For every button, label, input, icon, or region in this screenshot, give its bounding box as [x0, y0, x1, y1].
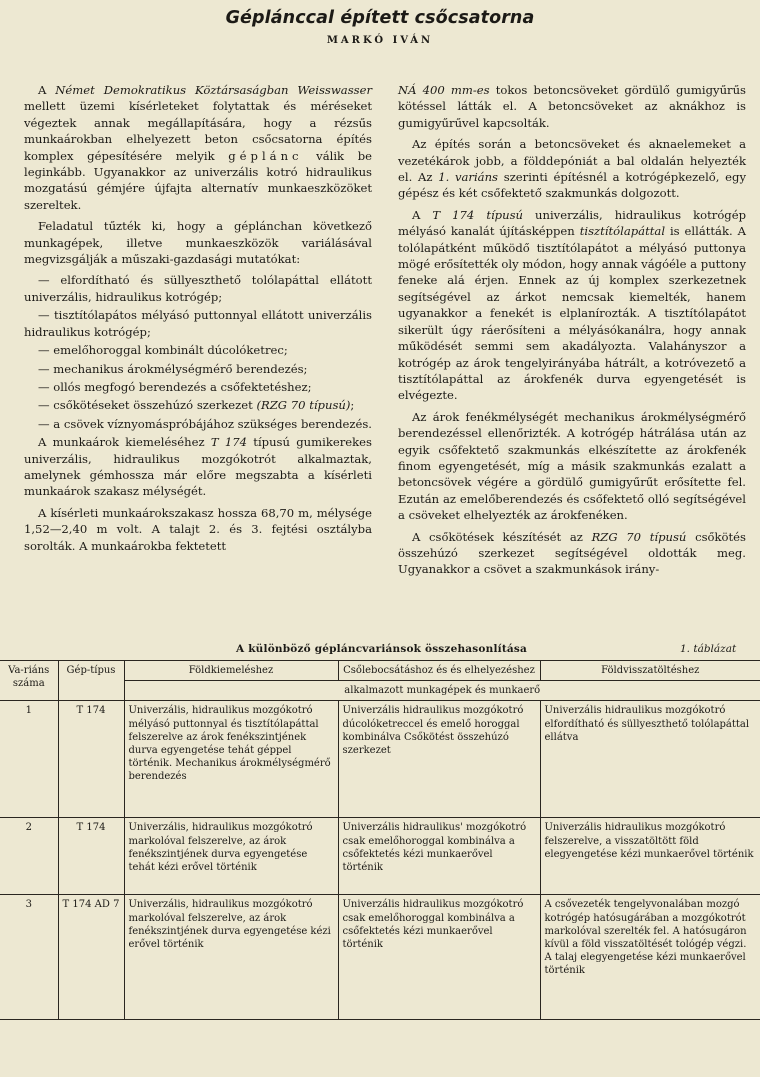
italic-text: Német Demokratikus Köztársaságban Weisswasser [55, 83, 372, 97]
text: — csőkötéseket összehúzó szerkezet [38, 398, 257, 413]
cell-col2: Univerzális hidraulikus mozgókotró csak emelőhoroggal kombinálva a csőfektetés kézi munkaerővel történik [338, 895, 540, 1020]
header-machine: Gép-típus [58, 661, 124, 701]
right-column [398, 82, 746, 583]
cell-machine: T 174 [58, 818, 124, 895]
author-name: MARKÓ IVÁN [326, 35, 434, 46]
cell-col1: Univerzális, hidraulikus mozgókotró markolóval felszerelve, az árok fenékszintjének durva egyengetése tehát kézi erővel történik [124, 818, 338, 895]
text: típusú gumikerekes univerzális, hidraulikus mozgókotrót alkalmaztak, amelynek gémhossza már előre megszabta a kísérleti munkaárok szakasz mélységét. [24, 435, 372, 499]
paragraph [24, 434, 372, 500]
text: Az építés során a betoncsöveket és aknaelemeket a vezetékárok jobb, a földdepóniát a bal oldalán helyezték el. Az [398, 137, 746, 185]
table-number: 1. táblázat [680, 643, 737, 655]
text: tokos betoncsöveket gördülő gumigyűrűs kötéssel látták el. A betoncsöveket az aknákhoz is gumigyűrűvel kapcsolták. [398, 83, 746, 130]
italic-text: 1. variáns [438, 170, 499, 185]
comparison-table [0, 660, 760, 1020]
text: A csőkötések készítését az [412, 529, 592, 544]
article-title: Géplánccal épített csőcsatorna [225, 8, 535, 28]
cell-variant: 2 [0, 818, 58, 895]
text: A [38, 83, 56, 97]
header-variant: Va-riáns száma [0, 661, 58, 701]
text: is ellátták. A tolólapátként működő tisztítólapátot a mélyásó puttonya mögé erősítették oly módon, hogy annak vágóéle a puttony feneke alá érjen. Ennek az új komplex szerkezetnek segítségével az árkot nemcsak kiemelték, hanem ugyanakkor a fenekét is elplanírozták. A tisztítólapátot sikerült úgy ráerősíteni a mélyásókanálra, hogy annak működését semmi sem akadályozta. Valahányszor a kotrógép az árok tengelyirányába hátrált, a kotróvezető a tisztítólapáttal az árokfenék durva egyengetését is elvégezte. [398, 224, 746, 403]
list-item: — emelőhoroggal kombinált dúcolóketrec; [38, 343, 288, 358]
table-caption: A különböző gépláncvariánsok összehasonlítása [236, 643, 527, 655]
spaced-text: géplánc [228, 148, 303, 163]
cell-col3: Univerzális hidraulikus mozgókotró felszerelve, a visszatöltött föld elegyengetése kézi munkaerővel történik [540, 818, 760, 895]
italic-text: RZG 70 típusú [591, 529, 687, 544]
header-col3: Földvisszatöltéshez [540, 661, 760, 681]
list-item: — tisztítólapátos mélyásó puttonnyal ellátott univerzális hidraulikus kotrógép; [24, 308, 372, 339]
paragraph [24, 82, 372, 213]
list-item: — a csövek víznyomáspróbájához szükséges berendezés. [38, 416, 372, 431]
list-item: — mechanikus árokmélységmérő berendezés; [38, 361, 308, 376]
cell-machine: T 174 [58, 701, 124, 818]
text: A munkaárok kiemeléséhez [38, 435, 211, 450]
cell-variant: 3 [0, 895, 58, 1020]
italic-text: T 174 [210, 435, 247, 450]
cell-col1: Univerzális, hidraulikus mozgókotró markolóval felszerelve, az árok fenékszintjének durva egyengetése kézi erővel történik [124, 895, 338, 1020]
cell-col2: Univerzális hidraulikus' mozgókotró csak emelőhoroggal kombinálva a csőfektetés kézi munkaerővel történik [338, 818, 540, 895]
italic-text: (RZG 70 típusú) [256, 398, 351, 413]
paragraph: Az árok fenékmélységét mechanikus árokmélységmérő berendezéssel ellenőrizték. A kotrógép hátrálása után az egyik csőfektető szakmunkás elkészítette az árokfenék finom egyengetését, míg a másik szakmunkás ezalatt a betoncsövek végére a gördülő gumigyűrűt erősítette fel. Ezután az emelőberendezés és csőfektető olló segítségével a csöveket elhelyezték az árokfenéken. [398, 409, 746, 523]
cell-col1: Univerzális, hidraulikus mozgókotró mélyásó puttonnyal és tisztítólapáttal felszerelve az árok fenékszintjének durva egyengetése tehát géppel történik. Mechanikus árokmélységmérő berendezés [124, 701, 338, 818]
italic-text: NÁ 400 mm-es [398, 83, 490, 97]
paragraph [398, 207, 746, 404]
cell-col3: A csővezeték tengelyvonalában mozgó kotrógép hatósugárában a mozgókotrót markolóval szerelték fel. A hatósugáron kívül a föld visszatöltését tológép végzi. A talaj elegyengetése kézi munkaerővel történik [540, 895, 760, 1020]
text: szerinti építésnél a kotrógépkezelő, egy gépész és két csőfektető szakmunkás dolgozott. [398, 170, 746, 201]
paragraph [398, 529, 746, 578]
table-header-row [0, 661, 760, 681]
text: mellett üzemi kísérleteket folytattak és méréseket végeztek annak megállapítására, hogy a rézsűs munkaárokban elhelyezett beton csőcsatorna építés komplex gépesítésére melyik [24, 99, 372, 163]
italic-text: T 174 típusú [432, 207, 523, 222]
paragraph [398, 136, 746, 202]
table-row [0, 701, 760, 818]
cell-variant: 1 [0, 701, 58, 818]
text: válik be leginkább. Ugyanakkor az univerzális kotró hidraulikus mozgatású gémjére újfajta alternatív munkaeszközöket szereltek. [24, 148, 373, 212]
header-col2: Csőlebocsátáshoz és és elhelyezéshez [338, 661, 540, 681]
cell-col3: Univerzális hidraulikus mozgókotró elfordítható és süllyeszthető tolólapáttal ellátva [540, 701, 760, 818]
text: ; [350, 398, 355, 413]
text: univerzális, hidraulikus kotrógép mélyásó kanalát újításképpen [398, 207, 747, 239]
header-subheader: alkalmazott munkagépek és munkaerő [124, 681, 760, 701]
list-item: — elfordítható és süllyeszthető tolólapáttal ellátott univerzális, hidraulikus kotrógép; [24, 273, 372, 304]
list-item [24, 397, 372, 413]
paragraph: A kísérleti munkaárokszakasz hossza 68,70 m, mélysége 1,52—2,40 m volt. A talajt 2. és 3. fejtési osztályba sorolták. A munkaárokba fektetett [24, 505, 372, 553]
text: csőkötés összehúzó szerkezet segítségével oldották meg. Ugyanakkor a csövet a szakmunkások irány- [398, 529, 746, 577]
table-row [0, 895, 760, 1020]
cell-machine: T 174 AD 7 [58, 895, 124, 1020]
cell-col2: Univerzális hidraulikus mozgókotró dúcolóketreccel és emelő horoggal kombinálva Csőkötést összehúzó szerkezet [338, 701, 540, 818]
paragraph: Feladatul tűzték ki, hogy a géplánchan következő munkagépek, illetve munkaeszközök variálásával megvizsgálják a műszaki-gazdasági mutatókat: [24, 219, 372, 267]
left-column [24, 82, 372, 559]
italic-text: tisztítólapáttal [579, 224, 666, 239]
text: A [412, 207, 433, 222]
list-item: — ollós megfogó berendezés a csőfektetéshez; [38, 379, 312, 394]
table-row [0, 818, 760, 895]
paragraph [398, 82, 746, 131]
header-col1: Földkiemeléshez [124, 661, 338, 681]
